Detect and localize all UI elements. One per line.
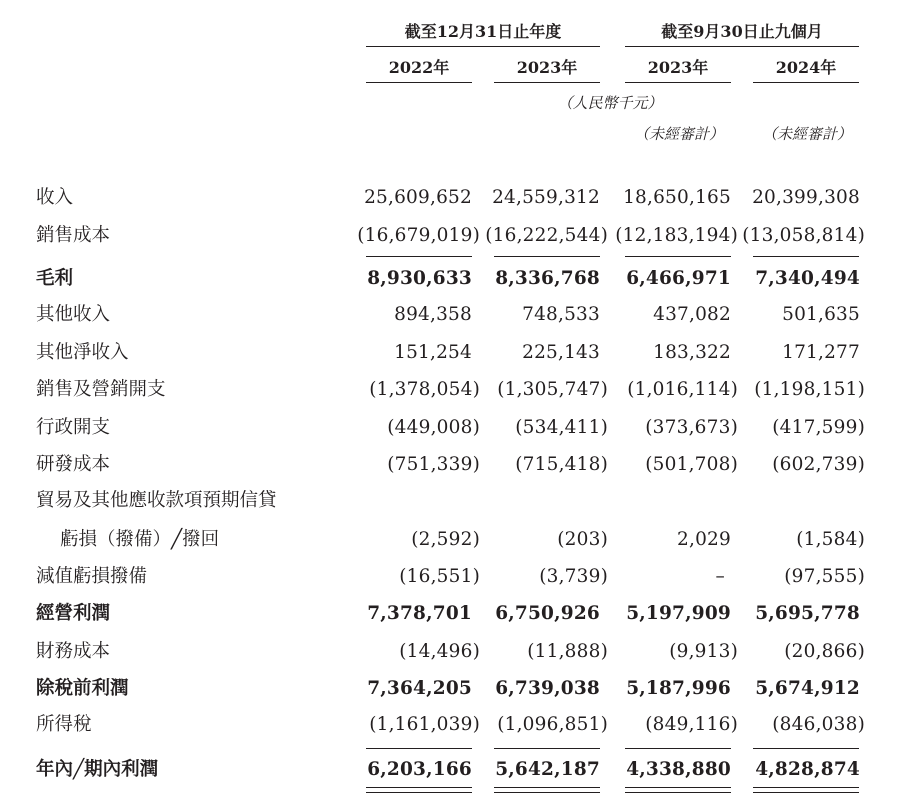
table-row (0, 638, 908, 666)
total-double-rule (494, 787, 600, 793)
row-label (36, 301, 338, 329)
header-year-group: 截至12月31日止年度 (404, 22, 562, 41)
row-value-col-0: (16,679,019) (357, 225, 480, 246)
subtotal-rule (366, 748, 472, 749)
subtotal-rule (753, 748, 859, 749)
table-row (0, 487, 908, 515)
row-value-col-1: 6,739,038 (495, 678, 600, 699)
row-value-col-3: 501,635 (782, 304, 860, 325)
row-label (36, 339, 338, 367)
row-value-col-2: 5,187,996 (626, 678, 731, 699)
row-value-col-3: (20,866) (784, 641, 865, 662)
row-label-text: 貿易及其他應收款項預期信貸 (36, 490, 280, 511)
row-value-col-1: (715,418) (515, 454, 608, 475)
row-label-text: 研發成本 (36, 454, 113, 475)
table-row (0, 675, 908, 703)
header-period-group-rule (625, 46, 859, 47)
row-value-col-0: (1,378,054) (369, 379, 480, 400)
row-value-col-3: (602,739) (772, 454, 865, 475)
row-value-col-3: 171,277 (782, 342, 860, 363)
row-label-text: 行政開支 (36, 417, 113, 438)
table-row (0, 526, 908, 554)
row-label (36, 563, 338, 591)
row-value-col-3: (417,599) (772, 417, 865, 438)
row-value-col-0: (751,339) (387, 454, 480, 475)
row-value-col-3: (1,584) (796, 529, 865, 550)
row-value-col-2: – (715, 566, 725, 587)
row-label-text: 減值虧損撥備 (36, 566, 150, 587)
header-col-2023b-rule (625, 82, 731, 83)
row-value-col-2: (849,116) (645, 714, 738, 735)
row-value-col-1: (3,739) (539, 566, 608, 587)
row-value-col-0: 151,254 (394, 342, 472, 363)
row-value-col-0: 8,930,633 (367, 268, 472, 289)
subtotal-rule (494, 748, 600, 749)
row-value-col-1: 225,143 (522, 342, 600, 363)
subtotal-rule (494, 256, 600, 257)
row-value-col-3: (13,058,814) (742, 225, 865, 246)
row-value-col-3: 5,695,778 (755, 603, 860, 624)
table-row (0, 376, 908, 404)
table-row (0, 265, 908, 293)
header-col-2023a-rule (494, 82, 600, 83)
row-value-col-3: 20,399,308 (752, 187, 860, 208)
row-value-col-1: 8,336,768 (495, 268, 600, 289)
unaudited-note-2024: （未經審計） (761, 125, 852, 143)
row-label-text: 所得稅 (36, 714, 95, 735)
row-label (36, 711, 338, 739)
header-period-group: 截至9月30日止九個月 (661, 22, 823, 41)
row-value-col-1: 748,533 (522, 304, 600, 325)
row-label-text: 銷售及營銷開支 (36, 379, 169, 400)
table-row (0, 451, 908, 479)
subtotal-rule (625, 748, 731, 749)
subtotal-rule (366, 256, 472, 257)
row-value-col-2: 183,322 (653, 342, 731, 363)
row-value-col-0: 894,358 (394, 304, 472, 325)
row-label (36, 222, 338, 250)
table-row (0, 756, 908, 784)
row-label-text: 除稅前利潤 (36, 678, 132, 699)
header-col-2022: 2022年 (388, 58, 450, 77)
header-col-2023b: 2023年 (647, 58, 709, 77)
row-label (36, 265, 338, 293)
row-value-col-1: (534,411) (515, 417, 608, 438)
table-row (0, 184, 908, 212)
row-label-text: 其他收入 (36, 304, 113, 325)
row-value-col-2: 4,338,880 (626, 759, 731, 780)
table-row (0, 301, 908, 329)
header-col-2024: 2024年 (775, 58, 837, 77)
row-value-col-0: (14,496) (399, 641, 480, 662)
row-value-col-1: (203) (557, 529, 608, 550)
row-value-col-0: (2,592) (411, 529, 480, 550)
total-double-rule (366, 787, 472, 793)
subtotal-rule (625, 256, 731, 257)
row-value-col-2: 5,197,909 (626, 603, 731, 624)
row-value-col-2: (9,913) (669, 641, 738, 662)
row-label (36, 451, 338, 479)
row-value-col-2: (12,183,194) (615, 225, 738, 246)
row-value-col-0: 6,203,166 (367, 759, 472, 780)
header-col-2024-rule (753, 82, 859, 83)
row-label-text: 其他淨收入 (36, 342, 132, 363)
row-value-col-3: (97,555) (784, 566, 865, 587)
row-label (36, 638, 338, 666)
row-value-col-1: (1,096,851) (497, 714, 608, 735)
row-value-col-3: 4,828,874 (755, 759, 860, 780)
total-double-rule (753, 787, 859, 793)
table-row (0, 339, 908, 367)
row-value-col-0: (16,551) (399, 566, 480, 587)
row-label (36, 675, 338, 703)
row-value-col-3: (1,198,151) (754, 379, 865, 400)
row-value-col-1: 6,750,926 (495, 603, 600, 624)
table-row (0, 600, 908, 628)
row-label-text: 經營利潤 (36, 603, 113, 624)
row-label-text: 虧損（撥備）╱撥回 (60, 529, 222, 550)
row-label-text: 收入 (36, 187, 76, 208)
row-value-col-2: (1,016,114) (627, 379, 738, 400)
row-label (36, 600, 338, 628)
row-value-col-1: (16,222,544) (485, 225, 608, 246)
table-row (0, 414, 908, 442)
currency-note: （人民幣千元） (557, 94, 663, 112)
row-value-col-1: 24,559,312 (492, 187, 600, 208)
table-row (0, 711, 908, 739)
row-label (36, 184, 338, 212)
header-year-group-rule (366, 46, 600, 47)
row-value-col-2: 18,650,165 (623, 187, 731, 208)
table-row (0, 222, 908, 250)
row-value-col-0: 7,364,205 (367, 678, 472, 699)
header-col-2023a: 2023年 (516, 58, 578, 77)
row-value-col-3: 5,674,912 (755, 678, 860, 699)
row-value-col-1: (1,305,747) (497, 379, 608, 400)
row-value-col-2: 2,029 (677, 529, 731, 550)
row-label (60, 526, 362, 554)
row-value-col-3: 7,340,494 (755, 268, 860, 289)
row-label-text: 年內╱期內利潤 (36, 759, 161, 780)
row-label-text: 財務成本 (36, 641, 113, 662)
row-value-col-2: (501,708) (645, 454, 738, 475)
row-value-col-0: (449,008) (387, 417, 480, 438)
row-value-col-0: 25,609,652 (364, 187, 472, 208)
total-double-rule (625, 787, 731, 793)
row-label-text: 銷售成本 (36, 225, 113, 246)
row-label (36, 487, 338, 515)
row-value-col-2: 6,466,971 (626, 268, 731, 289)
row-value-col-0: 7,378,701 (367, 603, 472, 624)
row-label (36, 756, 338, 784)
row-value-col-1: 5,642,187 (495, 759, 600, 780)
row-label (36, 376, 338, 404)
row-value-col-1: (11,888) (527, 641, 608, 662)
unaudited-note-2023: （未經審計） (633, 125, 724, 143)
subtotal-rule (753, 256, 859, 257)
row-value-col-2: (373,673) (645, 417, 738, 438)
table-row (0, 563, 908, 591)
row-label (36, 414, 338, 442)
header-col-2022-rule (366, 82, 472, 83)
row-value-col-3: (846,038) (772, 714, 865, 735)
row-value-col-0: (1,161,039) (369, 714, 480, 735)
row-value-col-2: 437,082 (653, 304, 731, 325)
row-label-text: 毛利 (36, 268, 76, 289)
